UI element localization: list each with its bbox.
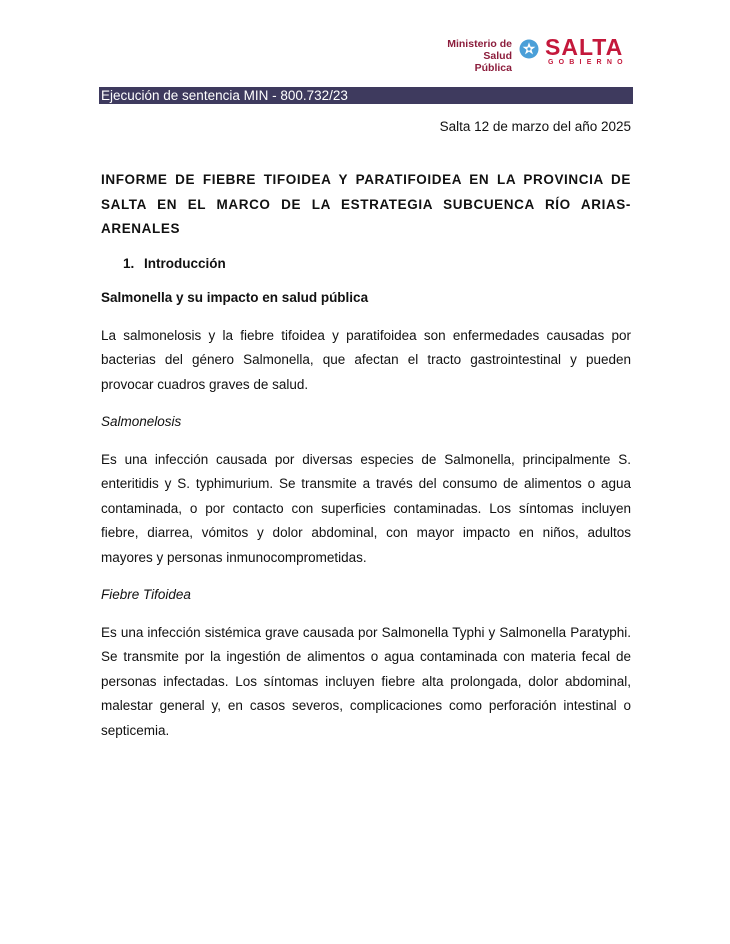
logo-brand-text: SALTA <box>545 34 624 60</box>
salmonelosis-paragraph: Es una infección causada por diversas especies de Salmonella, principalmente S. enteritidis y S. typhimurium. Se transmite a través del consumo de alimentos o agua contaminada, o por contacto con superficies contaminadas. Los síntomas incluyen fiebre, diarrea, vómitos y dolor abdominal, con mayor impacto en niños, adultos mayores y personas inmunocomprometidas. <box>101 451 631 565</box>
subsection-heading: Salmonella y su impacto en salud pública <box>101 290 369 305</box>
document-body <box>101 168 631 743</box>
logo-subbrand-text: GOBIERNO <box>548 59 628 66</box>
salmonelosis-heading: Salmonelosis <box>101 414 182 429</box>
document-title: INFORME DE FIEBRE TIFOIDEA Y PARATIFOIDEA EN LA PROVINCIA DE SALTA EN EL MARCO DE LA ESTRATEGIA SUBCUENCA RÍO ARIAS-ARENALES <box>101 172 631 236</box>
section-number: 1. <box>123 255 135 271</box>
case-banner: Ejecución de sentencia MIN - 800.732/23 <box>99 87 633 104</box>
document-date: Salta 12 de marzo del año 2025 <box>439 119 631 134</box>
logo-ministry-text <box>444 38 512 74</box>
tifoidea-heading: Fiebre Tifoidea <box>101 587 191 602</box>
logo-ministry-line2: Salud Pública <box>474 50 512 74</box>
section-heading <box>101 252 631 277</box>
tifoidea-paragraph: Es una infección sistémica grave causada por Salmonella Typhi y Salmonella Paratyphi. Se transmite por la ingestión de alimentos o agua contaminada con materia fecal de personas infectadas. Los síntomas incluyen fiebre alta prolongada, dolor abdominal, malestar general y, en casos severos, complicaciones como perforación intestinal o septicemia. <box>101 624 631 738</box>
section-title: Introducción <box>144 255 226 271</box>
logo-ministry-line1: Ministerio de <box>447 38 512 50</box>
star-badge-icon <box>519 39 539 59</box>
ministry-logo <box>444 34 634 74</box>
intro-paragraph: La salmonelosis y la fiebre tifoidea y paratifoidea son enfermedades causadas por bacterias del género Salmonella, que afectan el tracto gastrointestinal y pueden provocar cuadros graves de salud. <box>101 327 631 392</box>
